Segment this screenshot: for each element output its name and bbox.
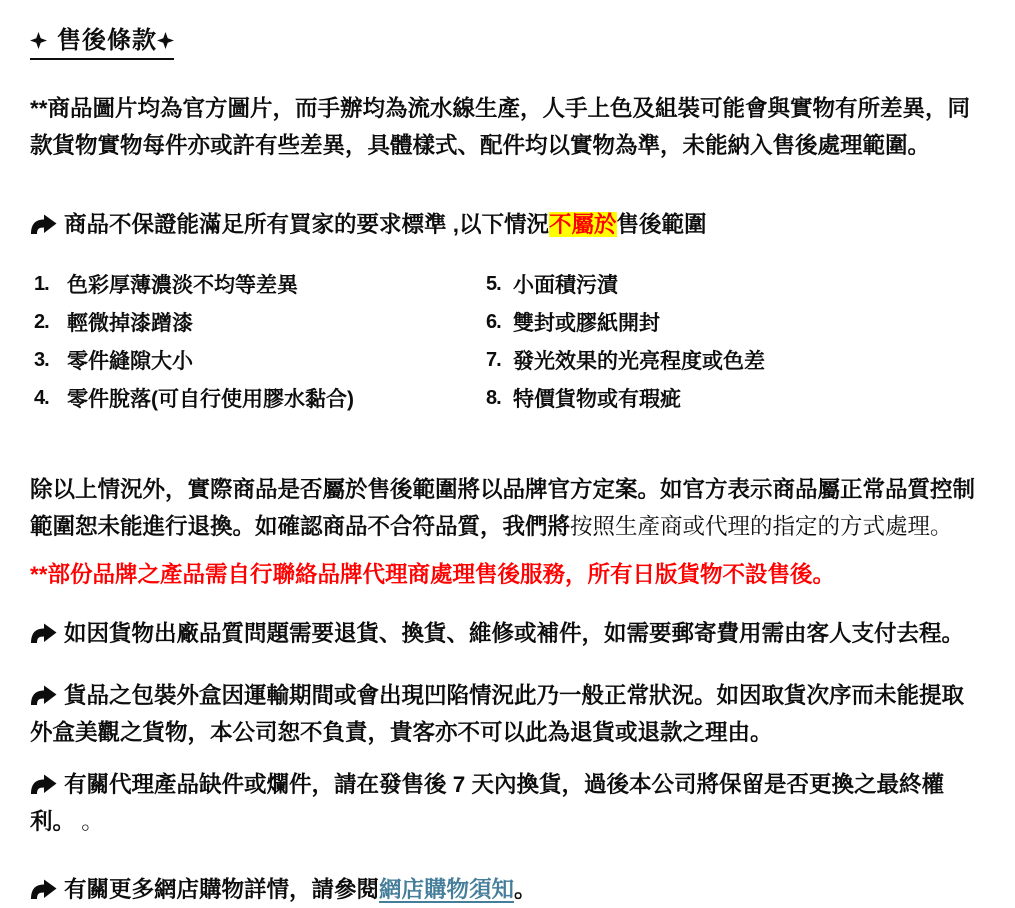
curved-right-arrow-icon: [30, 214, 57, 234]
page-title: [30, 20, 985, 90]
exclusion-list: [34, 265, 985, 417]
list-item-number: 8.: [486, 386, 501, 409]
bullet-packaging: [30, 677, 985, 751]
list-item-number: 1.: [34, 272, 49, 295]
four-pointed-star-icon: [157, 32, 174, 49]
list-item: [486, 379, 985, 417]
notice-prefix: 商品不保證能滿足所有買家的要求標準 ,以下情況: [64, 212, 550, 237]
list-item: [34, 265, 486, 303]
list-item-text: 雙封或膠紙開封: [513, 312, 660, 335]
title-underline-wrap: [30, 20, 174, 60]
bullet-quality-text: 如因貨物出廠品質問題需要退貨、換貨、維修或補件，如需要郵寄費用需由客人支付去程。: [64, 621, 965, 646]
four-pointed-star-icon: [30, 32, 47, 49]
list-item-number: 3.: [34, 348, 49, 371]
more-info-prefix: 有關更多網店購物詳情，請參閱: [64, 877, 380, 902]
list-item: [34, 379, 486, 417]
list-item-text: 發光效果的光亮程度或色差: [513, 350, 765, 373]
policy-paragraph: [30, 471, 985, 545]
bullet-quality: [30, 615, 985, 652]
red-warning-text: **部份品牌之產品需自行聯絡品牌代理商處理售後服務，所有日版貨物不設售後。: [30, 562, 836, 587]
list-item: [34, 341, 486, 379]
policy-regular-text: 按照生產商或代理的指定的方式處理。: [570, 514, 953, 539]
more-info-suffix: 。: [514, 877, 537, 902]
intro-paragraph: [30, 90, 985, 164]
curved-right-arrow-icon: [30, 774, 57, 794]
notice-line: [30, 206, 985, 243]
list-item-number: 7.: [486, 348, 501, 371]
list-item-text: 色彩厚薄濃淡不均等差異: [67, 274, 298, 297]
policy-bold-text: 除以上情況外，實際商品是否屬於售後範圍將以品牌官方定案。如官方表示商品屬正常品質控制範圍恕未能進行退換。如確認商品不合符品質，我們將: [30, 477, 976, 539]
bullet-missing-parts-trailing: 。: [75, 809, 104, 834]
list-item-text: 小面積污漬: [513, 274, 618, 297]
bullet-packaging-text: 貨品之包裝外盒因運輸期間或會出現凹陷情況此乃一般正常狀況。如因取貨次序而未能提取外盒美觀之貨物，本公司恕不負責，貴客亦不可以此為退貨或退款之理由。: [30, 683, 965, 745]
bullet-missing-parts-text: 有關代理產品缺件或爛件，請在發售後 7 天內換貨，過後本公司將保留是否更換之最終權利。: [30, 772, 945, 834]
list-item-number: 2.: [34, 310, 49, 333]
bullet-more-info: [30, 871, 985, 908]
curved-right-arrow-icon: [30, 623, 57, 643]
bullet-missing-parts: [30, 766, 985, 840]
shopping-guide-link[interactable]: 網店購物須知: [379, 877, 515, 902]
curved-right-arrow-icon: [30, 879, 57, 899]
notice-highlight: 不屬於: [549, 212, 617, 237]
list-item-number: 4.: [34, 386, 49, 409]
intro-text: **商品圖片均為官方圖片，而手辦均為流水線生產，人手上色及組裝可能會與實物有所差異，同款貨物實物每件亦或許有些差異，具體樣式、配件均以實物為準，未能納入售後處理範圍。: [30, 96, 971, 158]
list-item: [34, 303, 486, 341]
list-item-text: 零件脫落(可自行使用膠水黏合): [67, 388, 354, 411]
list-item: [486, 303, 985, 341]
list-item-text: 輕微掉漆蹭漆: [67, 312, 193, 335]
notice-suffix: 售後範圍: [616, 212, 707, 237]
curved-right-arrow-icon: [30, 685, 57, 705]
red-warning-note: [30, 560, 985, 590]
list-item: [486, 341, 985, 379]
list-item: [486, 265, 985, 303]
page-title-text: 售後條款: [57, 27, 157, 54]
list-item-text: 特價貨物或有瑕疵: [513, 388, 681, 411]
list-item-text: 零件縫隙大小: [67, 350, 193, 373]
list-item-number: 5.: [486, 272, 501, 295]
list-item-number: 6.: [486, 310, 501, 333]
